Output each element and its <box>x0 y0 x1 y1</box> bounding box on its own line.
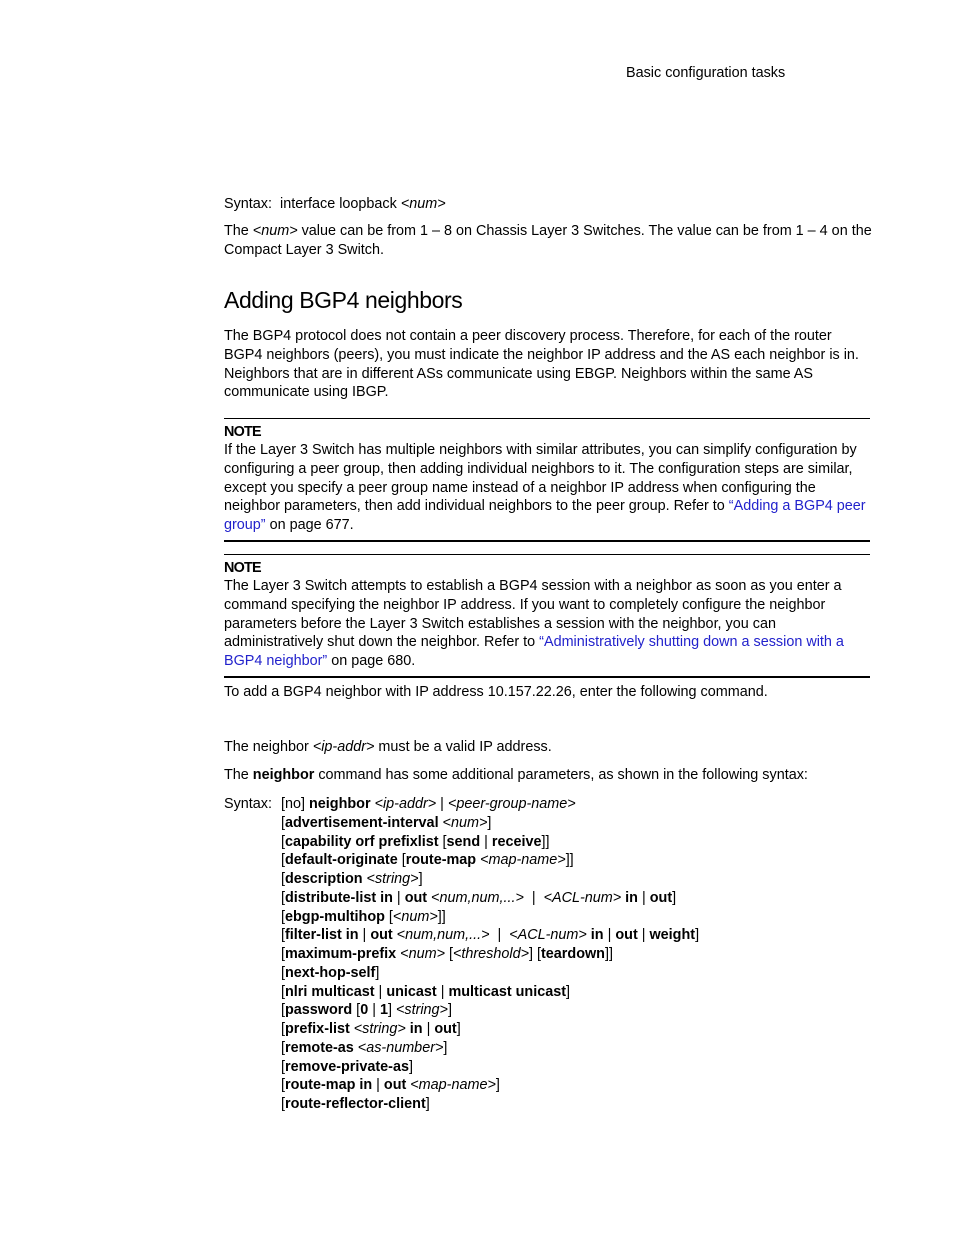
t: [ <box>281 852 285 869</box>
syntax-arg: <num> <box>400 196 446 212</box>
note-title: NOTE <box>224 560 261 576</box>
kw: unicast <box>386 983 437 1000</box>
kw: neighbor <box>309 796 371 812</box>
syntax-line <box>281 926 699 945</box>
t: [ <box>281 946 285 962</box>
text: The <box>224 223 253 239</box>
kw: in <box>586 927 604 944</box>
kw: in <box>621 889 638 906</box>
t: [ <box>281 833 285 850</box>
syntax-label: Syntax: <box>224 196 272 212</box>
kw: out <box>615 927 638 944</box>
arg: <peer-group-name> <box>447 796 576 812</box>
arg: <ip-addr> <box>370 796 437 812</box>
arg: <as-number> <box>353 1039 444 1056</box>
kw: teardown <box>541 946 605 962</box>
kw: remote-as <box>285 1039 354 1056</box>
neighbor-paragraph <box>224 766 872 785</box>
t: | <box>436 796 448 812</box>
kw: out <box>370 927 393 944</box>
syntax-line <box>281 851 699 870</box>
kw: distribute-list in <box>285 889 393 906</box>
t: ] <box>387 1002 396 1019</box>
syntax-command: interface loopback <box>280 196 397 212</box>
loopback-syntax <box>224 195 446 214</box>
t: ]] <box>541 833 550 850</box>
t: [ <box>444 946 453 962</box>
arg: <num> <box>392 908 438 925</box>
kw: prefix-list <box>285 1021 350 1037</box>
t: [ <box>281 983 285 1000</box>
kw: description <box>285 871 363 887</box>
t: | <box>603 927 616 944</box>
arg: <threshold> <box>452 946 529 962</box>
arg: <num> <box>438 814 488 831</box>
text: on page 677. <box>265 517 354 534</box>
arg: <ACL-num> <box>509 927 587 944</box>
kw: 1 <box>379 1002 388 1019</box>
note-peer-group <box>224 418 870 542</box>
section-heading: Adding BGP4 neighbors <box>224 287 463 313</box>
t: ] <box>695 927 700 944</box>
kw: maximum-prefix <box>285 946 397 962</box>
syntax-line <box>281 983 699 1002</box>
t: ] <box>672 889 677 906</box>
t: ] [ <box>529 946 541 962</box>
running-header: Basic configuration tasks <box>626 65 786 81</box>
neighbor-syntax-label: Syntax: <box>224 796 272 812</box>
t: ]] <box>437 908 446 925</box>
syntax-line <box>281 1095 699 1114</box>
syntax-line <box>281 908 699 927</box>
t: [ <box>281 1096 285 1112</box>
kw: route-map <box>405 852 477 869</box>
text: must be a valid IP address. <box>374 739 552 755</box>
t: [no] <box>281 796 310 812</box>
arg: <ip-addr> <box>312 739 375 755</box>
text: The Layer 3 Switch attempts to establish a BGP4 session with a neighbor as soon as you enter a command specifying the neighbor IP address. If you want to completely configure the neighbor parameters before the Layer 3 Switch establishes a session with the neighbor, you can administratively shut down the neighbor. Refer to <box>224 578 842 651</box>
t: [ <box>281 1058 285 1075</box>
syntax-line <box>281 870 699 889</box>
t: ] <box>443 1039 448 1056</box>
text: The neighbor <box>224 739 313 755</box>
note-body <box>224 441 870 535</box>
t: [ <box>281 964 285 981</box>
text: on page 680. <box>327 653 416 670</box>
kw: out <box>649 889 673 906</box>
text: command has some additional parameters, as shown in the following syntax: <box>314 767 808 783</box>
arg: <string> <box>362 871 419 887</box>
t: [ <box>384 908 393 925</box>
t: [ <box>281 1021 285 1037</box>
t: ]] <box>604 946 613 962</box>
t: | <box>372 1077 384 1094</box>
t: [ <box>281 1002 285 1019</box>
syntax-line <box>281 1020 699 1039</box>
kw: capability orf prefixlist <box>285 833 439 850</box>
t: | <box>392 889 405 906</box>
arg: <map-name> <box>406 1077 496 1094</box>
t: [ <box>281 871 285 887</box>
t: | <box>368 1002 380 1019</box>
t: | <box>637 889 650 906</box>
loopback-description <box>224 222 872 260</box>
t: [ <box>281 889 285 906</box>
t: | <box>637 927 650 944</box>
text: If the Layer 3 Switch has multiple neighbors with similar attributes, you can simplify configuration by configuring a peer group, then adding individual neighbors to it. The configuration steps are similar, except you specify a peer group name instead of a neighbor IP address when configuring the neighbor parameters, then add individual neighbors to the peer group. Refer to <box>224 442 857 515</box>
t: | <box>480 833 492 850</box>
text: value can be from 1 – 8 on Chassis Layer 3 Switches. The value can be from 1 – 4 on the Compact Layer 3 Switch. <box>224 223 872 258</box>
t: ] <box>408 1058 413 1075</box>
t: ] <box>495 1077 500 1094</box>
kw: next-hop-self <box>285 964 376 981</box>
kw: weight <box>649 927 696 944</box>
t: ] <box>418 871 423 887</box>
t: [ <box>352 1002 361 1019</box>
kw: receive <box>491 833 542 850</box>
text: The <box>224 767 253 783</box>
t: [ <box>281 814 285 831</box>
kw: out <box>434 1021 457 1037</box>
syntax-line <box>281 1001 699 1020</box>
arg: <map-name> <box>476 852 566 869</box>
syntax-line <box>281 1058 699 1077</box>
arg: <ACL-num> <box>543 889 622 906</box>
kw: multicast unicast <box>448 983 567 1000</box>
kw: filter-list in <box>285 927 359 944</box>
t: [ <box>397 852 406 869</box>
t: ] <box>456 1021 461 1037</box>
syntax-line <box>281 833 699 852</box>
ipaddr-paragraph <box>224 738 872 757</box>
peer-group-link[interactable]: “Adding a BGP4 peer group” <box>224 498 866 534</box>
t: ] <box>375 964 380 981</box>
t: [ <box>281 1077 285 1094</box>
kw: nlri multicast <box>285 983 375 1000</box>
kw: password <box>285 1002 353 1019</box>
kw: out <box>383 1077 407 1094</box>
arg: <num> <box>396 946 445 962</box>
syntax-line <box>281 795 699 814</box>
syntax-line <box>281 1039 699 1058</box>
syntax-line <box>281 945 699 964</box>
syntax-line <box>281 964 699 983</box>
arg: <num,num,...> <box>427 889 524 906</box>
kw: out <box>404 889 428 906</box>
kw: advertisement-interval <box>285 814 439 831</box>
t: | <box>374 983 387 1000</box>
arg: <num> <box>252 223 298 239</box>
t: [ <box>438 833 447 850</box>
neighbor-syntax <box>281 795 699 1114</box>
kw: 0 <box>360 1002 369 1019</box>
t: [ <box>281 1039 285 1056</box>
arg: <string> <box>349 1021 406 1037</box>
t: | <box>358 927 371 944</box>
t: | <box>422 1021 435 1037</box>
kw: in <box>405 1021 423 1037</box>
note-body <box>224 577 870 671</box>
kw: route-reflector-client <box>285 1096 426 1112</box>
kw: remove-private-as <box>285 1058 409 1075</box>
syntax-line <box>281 814 699 833</box>
t: ] <box>566 983 571 1000</box>
t: | <box>523 889 544 906</box>
note-title: NOTE <box>224 424 261 440</box>
kw: send <box>446 833 481 850</box>
t: | <box>436 983 449 1000</box>
shutdown-link[interactable]: “Administratively shutting down a session with a BGP4 neighbor” <box>224 634 844 670</box>
kw: default-originate <box>285 852 398 869</box>
syntax-line <box>281 889 699 908</box>
arg: <string> <box>395 1002 448 1019</box>
note-shutdown <box>224 554 870 678</box>
t: | <box>489 927 510 944</box>
t: ] <box>447 1002 452 1019</box>
kw: route-map in <box>285 1077 373 1094</box>
t: ] <box>487 814 492 831</box>
t: ]] <box>565 852 574 869</box>
intro-paragraph: The BGP4 protocol does not contain a peer discovery process. Therefore, for each of the router BGP4 neighbors (peers), you must indicate the neighbor IP address and the AS each neighbor is in. Neighbors that are in different ASs communicate using EBGP. Neighbors within the same AS communicate using IBGP. <box>224 328 859 401</box>
command: neighbor <box>252 767 315 783</box>
t: [ <box>281 908 285 925</box>
kw: ebgp-multihop <box>285 908 385 925</box>
syntax-line <box>281 1076 699 1095</box>
t: ] <box>425 1096 430 1112</box>
add-neighbor-paragraph: To add a BGP4 neighbor with IP address 10.157.22.26, enter the following command. <box>224 684 768 700</box>
arg: <num,num,...> <box>392 927 490 944</box>
t: [ <box>281 927 285 944</box>
